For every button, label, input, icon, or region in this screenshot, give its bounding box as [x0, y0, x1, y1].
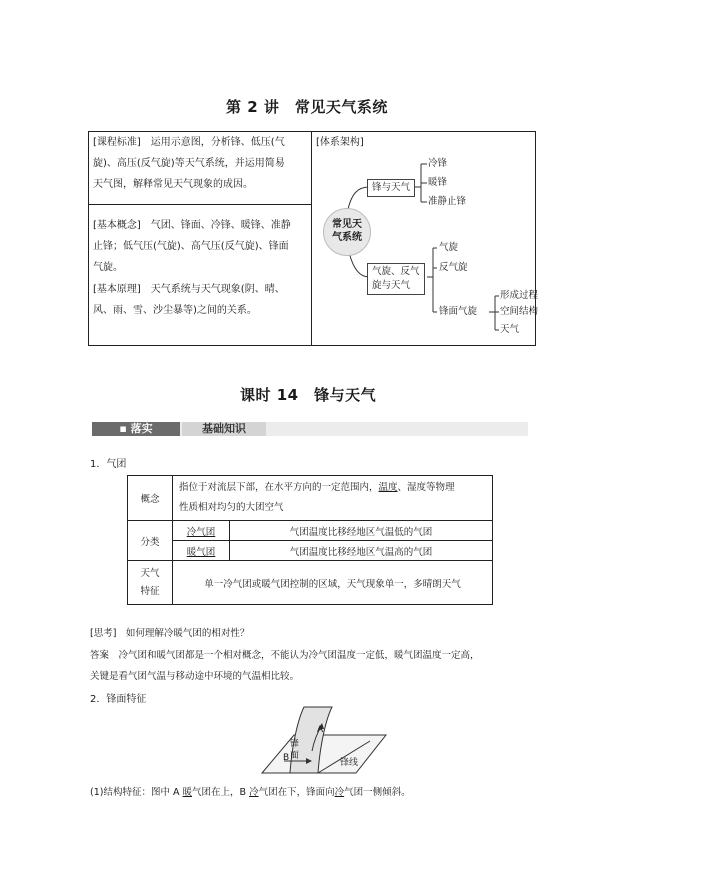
text-line: [课程标准] 运用示意图，分析锋、低压(气 — [93, 137, 285, 148]
row-label: 概念 — [128, 476, 173, 521]
structure-feature — [90, 784, 411, 798]
mindmap-leaf: 锋面气旋 — [439, 306, 478, 317]
text-line: 止锋；低气压(气旋)、高气压(反气旋)、锋面 — [93, 241, 289, 252]
think-answer — [90, 645, 620, 687]
label-front-line: 锋线 — [340, 758, 359, 768]
text-line: 答案 冷气团和暖气团都是一个相对概念，不能认为冷气团温度一定低，暖气团温度一定高， — [90, 650, 480, 661]
intro-grid — [88, 131, 539, 346]
air-mass-table — [127, 475, 493, 605]
label-front-surface: 锋 面 — [290, 739, 300, 761]
text: (1)结构特征：图中 A — [90, 787, 183, 798]
text: 温度 — [378, 482, 398, 493]
course-standard — [93, 132, 309, 195]
row-label: 分类 — [128, 521, 173, 561]
mindmap-root: 常见天 气系统 — [323, 208, 371, 256]
text-line: [基本概念] 气团、锋面、冷锋、暖锋、准静 — [93, 220, 291, 231]
cold-air-mass: 冷气团 — [173, 521, 230, 541]
section-heading: 2．锋面特征 — [90, 694, 147, 705]
text-line: 气旋。 — [93, 262, 123, 273]
text: 暖 — [182, 787, 193, 798]
text-line: 天气图，解释常见天气现象的成因。 — [93, 179, 253, 190]
text-line: [基本原理] 天气系统与天气现象(阴、晴、 — [93, 284, 285, 295]
concept-cell — [173, 476, 493, 521]
mindmap-branch-front: 锋与天气 — [367, 179, 415, 197]
think-question: [思考] 如何理解冷暖气团的相对性？ — [90, 628, 250, 639]
mindmap-leaf: 冷锋 — [428, 158, 448, 169]
text-line: 旋)、高压(反气旋)等天气系统，并运用简易 — [93, 158, 285, 169]
section-banner — [92, 422, 528, 436]
mindmap-leaf: 准静止锋 — [428, 196, 467, 207]
basic-concepts — [93, 215, 309, 278]
text: 气团一侧倾斜。 — [344, 787, 411, 798]
basic-principles — [93, 279, 309, 321]
page-title: 第 2 讲 常见天气系统 — [226, 98, 388, 116]
text: 冷 — [249, 787, 259, 798]
cold-air-desc: 气团温度比移经地区气温低的气团 — [230, 521, 493, 541]
banner-right: 基础知识 — [182, 422, 266, 436]
framework-label: [体系架构] — [316, 137, 364, 148]
text: 天气 — [140, 567, 160, 579]
warm-air-desc: 气团温度比移经地区气温高的气团 — [230, 541, 493, 561]
lesson-title: 课时 14 锋与天气 — [240, 386, 377, 404]
row-label — [128, 561, 173, 605]
grid-divider — [89, 204, 311, 205]
weather-desc: 单一冷气团或暖气团控制的区域，天气现象单一，多晴朗天气 — [173, 561, 493, 605]
mindmap-leaf: 形成过程 — [500, 290, 539, 301]
mindmap-branch-cyclone: 气旋、反气 旋与天气 — [367, 263, 425, 295]
banner-left: ▪ 落实 — [92, 422, 180, 436]
mindmap-leaf: 天气 — [500, 324, 520, 335]
text: 指位于对流层下部，在水平方向的一定范围内， — [179, 482, 379, 493]
text: 气团在上，B — [192, 787, 250, 798]
mindmap-leaf: 暖锋 — [428, 177, 448, 188]
text: 特征 — [140, 585, 160, 597]
warm-air-mass: 暖气团 — [173, 541, 230, 561]
mindmap-leaf: 气旋 — [439, 242, 459, 253]
text: 性质相对均匀的大团空气 — [179, 502, 284, 513]
text-line: 关键是看气团气温与移动途中环境的气温相比较。 — [90, 671, 300, 682]
label-a: A — [317, 725, 324, 735]
text: 气团在下，锋面向 — [258, 787, 335, 798]
mindmap-leaf: 空间结构 — [500, 306, 539, 317]
text-line: 风、雨、雪、沙尘暴等)之间的关系。 — [93, 305, 257, 316]
label-b: B — [283, 753, 290, 763]
mindmap-leaf: 反气旋 — [439, 262, 468, 273]
text: 、湿度等物理 — [397, 482, 455, 493]
section-heading: 1．气团 — [90, 459, 127, 470]
text: 冷 — [334, 787, 345, 798]
front-diagram — [260, 705, 390, 777]
